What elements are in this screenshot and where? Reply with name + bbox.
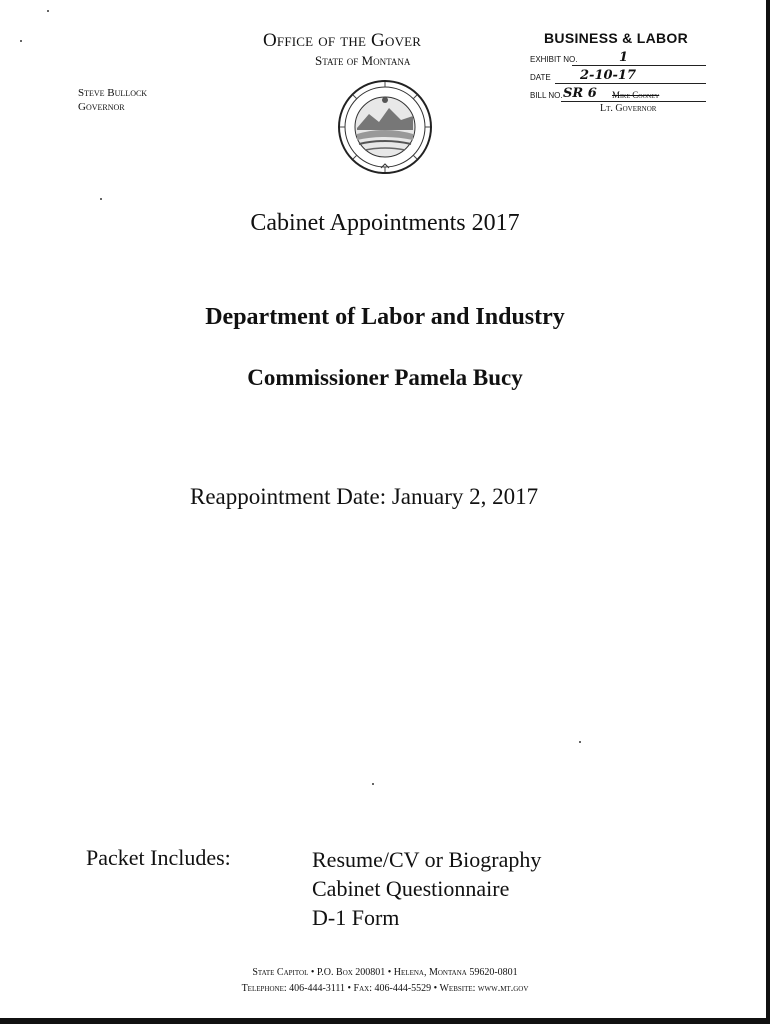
appointee-name: Commissioner Pamela Bucy xyxy=(247,365,523,390)
bill-number-line xyxy=(561,101,706,102)
governor-block xyxy=(78,86,147,114)
date-line xyxy=(555,83,706,84)
scan-border-right xyxy=(766,0,770,1024)
office-heading: Office of the Gover xyxy=(263,30,422,51)
reappointment-date: Reappointment Date: January 2, 2017 xyxy=(190,484,539,509)
scan-speck xyxy=(579,741,581,743)
footer-address: State Capitol • P.O. Box 200801 • Helena, Montana 59620-0801 xyxy=(252,967,518,978)
scan-border-bottom xyxy=(0,1018,770,1024)
document-title: Cabinet Appointments 2017 xyxy=(250,210,520,236)
bill-number-label: BILL NO. xyxy=(530,91,563,100)
department-name: Department of Labor and Industry xyxy=(205,304,565,330)
packet-item: Cabinet Questionnaire xyxy=(312,876,510,901)
bill-number-value: SR 6 xyxy=(563,86,597,101)
stamp-title: BUSINESS & LABOR xyxy=(544,30,689,46)
packet-item: D-1 Form xyxy=(312,905,400,930)
scan-speck xyxy=(20,40,22,42)
exhibit-stamp xyxy=(527,28,712,118)
packet-items-list xyxy=(312,845,541,932)
state-subheading: State of Montana xyxy=(315,53,411,68)
packet-includes-label: Packet Includes: xyxy=(86,845,231,870)
exhibit-number-value: 1 xyxy=(619,50,629,65)
scan-speck xyxy=(47,10,49,12)
exhibit-number-line xyxy=(572,65,706,66)
packet-item: Resume/CV or Biography xyxy=(312,847,542,872)
governor-name: Steve Bullock xyxy=(78,87,148,99)
scan-speck xyxy=(372,783,374,785)
montana-seal-icon xyxy=(335,78,435,176)
governor-title: Governor xyxy=(78,101,125,113)
date-label: DATE xyxy=(530,73,551,82)
lt-governor-name: Mike Cooney xyxy=(612,90,660,100)
date-value: 2-10-17 xyxy=(580,68,637,83)
scan-speck xyxy=(100,198,102,200)
lt-governor-title: Lt. Governor xyxy=(600,103,657,114)
exhibit-number-label: EXHIBIT NO. xyxy=(530,55,578,64)
footer-contact: Telephone: 406-444-3111 • Fax: 406-444-5529 • Website: www.mt.gov xyxy=(241,983,529,994)
